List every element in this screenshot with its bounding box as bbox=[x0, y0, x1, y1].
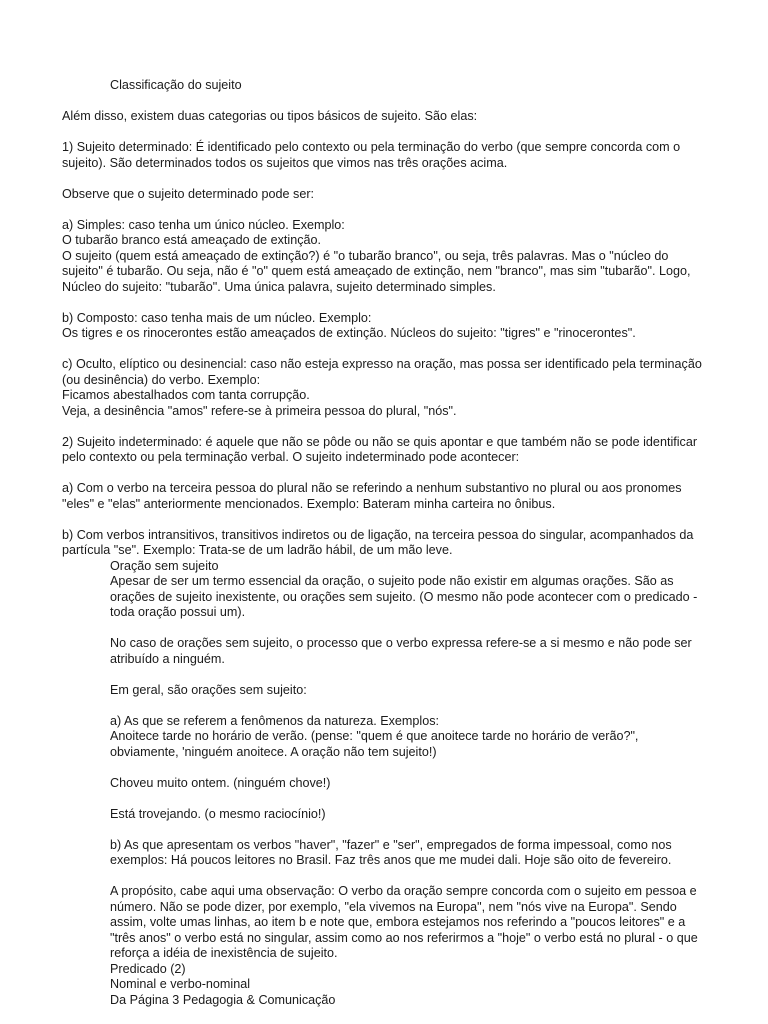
text-line: Da Página 3 Pedagogia & Comunicação bbox=[110, 992, 336, 1007]
text-line: "três anos" o verbo está no singular, assim como ao nos referirmos a "hoje" o verbo está no plural - o que bbox=[110, 930, 698, 945]
text-line: 2) Sujeito indeterminado: é aquele que não se pôde ou não se quis apontar e que também não se pode identificar bbox=[62, 434, 698, 449]
text-line: Além disso, existem duas categorias ou tipos básicos de sujeito. São elas: bbox=[62, 109, 478, 123]
text-line: 1) Sujeito determinado: É identificado pelo contexto ou pela terminação do verbo (que sempre concorda com o bbox=[62, 140, 681, 154]
text-line: assim, volte umas linhas, ao item b e note que, embora estejamos nos referindo a "poucos leitores" e a bbox=[110, 915, 686, 929]
text-line: Está trovejando. (o mesmo raciocínio!) bbox=[110, 806, 326, 821]
text-line: orações de sujeito inexistente, ou orações sem sujeito. (O mesmo não pode acontecer com o predicado - bbox=[110, 589, 698, 604]
spacer bbox=[62, 342, 722, 358]
text-line: O sujeito (quem está ameaçado de extinção?) é "o tubarão branco", ou seja, três palavras. Mas o "núcleo do bbox=[62, 248, 669, 263]
text-line: Núcleo do sujeito: "tubarão". Uma única palavra, sujeito determinado simples. bbox=[62, 279, 496, 294]
text-line: toda oração possui um). bbox=[110, 605, 246, 619]
text-line: Os tigres e os rinocerontes estão ameaçados de extinção. Núcleos do sujeito: "tigres" e "rinocerontes". bbox=[62, 326, 636, 340]
spacer bbox=[110, 667, 722, 683]
text-line: Choveu muito ontem. (ninguém chove!) bbox=[110, 775, 331, 790]
spacer bbox=[62, 94, 722, 110]
document-body bbox=[62, 78, 722, 1008]
spacer bbox=[62, 512, 722, 528]
spacer bbox=[62, 466, 722, 482]
text-line: Ficamos abestalhados com tanta corrupção. bbox=[62, 388, 310, 402]
spacer bbox=[62, 202, 722, 218]
text-line: Anoitece tarde no horário de verão. (pense: "quem é que anoitece tarde no horário de verão?", bbox=[110, 729, 639, 743]
spacer bbox=[110, 822, 722, 838]
text-line: sujeito). São determinados todos os sujeitos que vimos nas três orações acima. bbox=[62, 155, 508, 170]
text-line: sujeito" é tubarão. Ou seja, não é "o" quem está ameaçado de extinção, nem "branco", mas sim "tubarão". Logo, bbox=[62, 264, 691, 278]
text-line: Observe que o sujeito determinado pode ser: bbox=[62, 186, 315, 201]
text-line: A propósito, cabe aqui uma observação: O verbo da oração sempre concorda com o sujeito em pessoa e bbox=[110, 884, 697, 898]
text-line: b) As que apresentam os verbos "haver", "fazer" e "ser", empregados de forma impessoal, como nos bbox=[110, 837, 672, 852]
spacer bbox=[62, 419, 722, 435]
text-line: a) Simples: caso tenha um único núcleo. Exemplo: bbox=[62, 217, 345, 232]
spacer bbox=[110, 621, 722, 637]
text-line: obviamente, 'ninguém anoitece. A oração não tem sujeito!) bbox=[110, 744, 437, 759]
spacer bbox=[110, 760, 722, 776]
text-line: b) Composto: caso tenha mais de um núcleo. Exemplo: bbox=[62, 310, 372, 325]
text-line: Em geral, são orações sem sujeito: bbox=[110, 682, 307, 697]
text-line: exemplos: Há poucos leitores no Brasil. Faz três anos que me mudei dali. Hoje são oito de fevereiro. bbox=[110, 853, 672, 867]
text-line: a) As que se referem a fenômenos da natureza. Exemplos: bbox=[110, 713, 440, 728]
text-line: Veja, a desinência "amos" refere-se à primeira pessoa do plural, "nós". bbox=[62, 403, 457, 418]
text-line: (ou desinência) do verbo. Exemplo: bbox=[62, 372, 261, 387]
text-line: Oração sem sujeito bbox=[110, 558, 219, 573]
part-one bbox=[62, 109, 722, 559]
text-line: Predicado (2) bbox=[110, 961, 186, 976]
spacer bbox=[110, 698, 722, 714]
spacer bbox=[62, 295, 722, 311]
text-line: reforça a idéia de inexistência de sujeito. bbox=[110, 946, 338, 960]
text-line: pelo contexto ou pela terminação verbal. O sujeito indeterminado pode acontecer: bbox=[62, 450, 520, 464]
text-line: atribuído a ninguém. bbox=[110, 651, 225, 666]
text-line: "eles" e "elas" anteriormente mencionados. Exemplo: Bateram minha carteira no ônibus. bbox=[62, 496, 556, 511]
text-line: b) Com verbos intransitivos, transitivos indiretos ou de ligação, na terceira pessoa do singular, acompanhados da bbox=[62, 527, 694, 542]
text-line: No caso de orações sem sujeito, o processo que o verbo expressa refere-se a si mesmo e não pode ser bbox=[110, 636, 692, 650]
text-line: a) Com o verbo na terceira pessoa do plural não se referindo a nenhum substantivo no plural ou aos pronomes bbox=[62, 481, 682, 495]
text-line: Nominal e verbo-nominal bbox=[110, 977, 250, 991]
text-line: Apesar de ser um termo essencial da oração, o sujeito pode não existir em algumas orações. São as bbox=[110, 574, 674, 588]
text-line: c) Oculto, elíptico ou desinencial: caso não esteja expresso na oração, mas possa ser identificado pela terminação bbox=[62, 357, 702, 371]
text-line: número. Não se pode dizer, por exemplo, "ela vivemos na Europa", nem "nós vive na Europa". Sendo bbox=[110, 899, 677, 914]
part-two-indented bbox=[62, 559, 722, 1009]
spacer bbox=[110, 869, 722, 885]
spacer bbox=[110, 791, 722, 807]
text-line: partícula "se". Exemplo: Trata-se de um ladrão hábil, de um mão leve. bbox=[62, 543, 453, 557]
text-line: O tubarão branco está ameaçado de extinção. bbox=[62, 233, 322, 247]
spacer bbox=[62, 171, 722, 187]
document-title: Classificação do sujeito bbox=[110, 78, 242, 92]
spacer bbox=[62, 125, 722, 141]
